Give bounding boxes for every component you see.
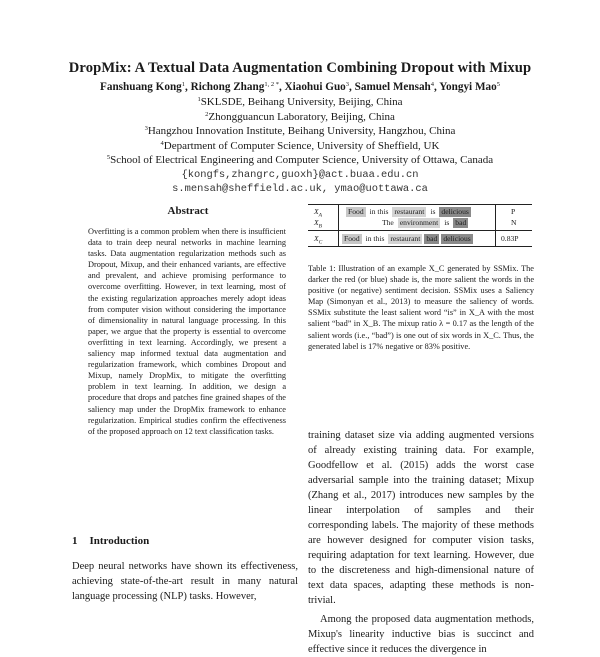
affiliation: [0, 110, 600, 125]
author-sup: 1, 2 *: [264, 81, 279, 88]
word-token: bad: [455, 218, 467, 227]
row-words: [346, 207, 473, 217]
table-row: [308, 218, 532, 229]
row-words: [380, 218, 470, 228]
table-row: [308, 207, 532, 218]
author-sup: 3: [345, 81, 350, 88]
table-top-rule: [308, 204, 532, 205]
word-token: in this: [369, 207, 389, 216]
word-token: bad: [426, 234, 438, 243]
word-token: delicious: [441, 207, 469, 216]
affiliation-text: Hangzhou Innovation Institute, Beihang University, Hangzhou, China: [147, 125, 456, 137]
row-words: [342, 234, 475, 244]
table-mid-rule: [308, 230, 532, 231]
email-block: [0, 168, 600, 196]
affiliation-sup: 3: [144, 125, 148, 132]
word-token: restaurant: [394, 207, 425, 216]
row-label: [314, 207, 336, 219]
row-label: [314, 234, 336, 246]
affiliations: [0, 95, 600, 168]
author-name: Samuel Mensah: [354, 81, 431, 93]
affiliation-sup: 5: [106, 154, 111, 161]
section-heading-introduction: [72, 535, 149, 547]
abstract-heading: Abstract: [167, 205, 209, 217]
table-caption: Table 1: Illustration of an example X_C generated by SSMix. The darker the red (or blue) shade is, the more salient the words in the positive (or negative) sentiment decision. SSMix uses a Saliency Map (Simonyan et al., 2013) to measure the saliency of words. SSMix substitute the least salient word “is” in X_A with the most salient “bad” in X_B. The mixup ratio λ = 0.17 as the length of the salient words (i.e., “bad”) is one out of six words in X_C. Thus, the generated label is 17% negative or 83% positive.: [308, 264, 534, 351]
introduction-text: Deep neural networks have shown its effectiveness, achieving state-of-the-art result in many natural language processing (NLP) tasks. However,: [72, 561, 298, 602]
word-token: Food: [348, 207, 364, 216]
author-sup: 1: [181, 81, 186, 88]
row-result: N: [511, 218, 517, 227]
row-label-main: X: [314, 207, 319, 216]
affiliation-text: Zhongguancun Laboratory, Beijing, China: [208, 110, 395, 123]
word-token: is: [430, 207, 436, 216]
table-bottom-rule: [308, 246, 532, 247]
affiliation-text: Department of Computer Science, University of Sheffield, UK: [163, 139, 440, 152]
word-token: delicious: [443, 234, 471, 243]
email-line[interactable]: s.mensah@sheffield.ac.uk, ymao@uottawa.ca: [172, 183, 428, 195]
table-row: [308, 234, 532, 245]
author-sup: 4: [430, 81, 435, 88]
affiliation: [0, 153, 600, 168]
section-title: Introduction: [89, 535, 150, 547]
affiliation-sup: 2: [205, 110, 209, 118]
affiliation: [0, 139, 600, 154]
author-name: Richong Zhang: [190, 81, 265, 93]
row-result: P: [511, 207, 516, 216]
author-sup: 5: [496, 81, 500, 88]
word-token: The: [382, 218, 394, 227]
section-number: 1: [72, 535, 78, 547]
author-name: Fanshuang Kong: [100, 81, 182, 93]
right-column-text: [308, 428, 534, 657]
abstract-text: Overfitting is a common problem when there is insufficient data to train deep neural networks in machine learning tasks. Data augmentation regularization methods such as Dropout, Mixup, and their enhanced variants, are effective and prevalent, and achieve promising performance to overcome overfitting. However, in text learning, most of the existing regularization approaches merely adopt ideas from computer vision without considering the importance of dimensionality in natural language processing. In this paper, we argue that the property is essential to overcome overfitting in text learning. Accordingly, we present a saliency map informed textual data augmentation and regularization framework, which combines Dropout and Mixup, namely DropMix, to mitigate the overfitting problem in text learning. In addition, we design a procedure that drops and patches fine grained shapes of the saliency map under the DropMix framework to enhance regularization. Empirical studies confirm the effectiveness of the proposed approach on 12 text classification tasks.: [88, 227, 286, 436]
affiliation-sup: 4: [160, 139, 164, 147]
word-token: environment: [399, 218, 439, 227]
word-token: restaurant: [390, 234, 421, 243]
row-label-sub: A: [318, 212, 323, 219]
row-label-main: X: [314, 218, 319, 227]
row-result: 0.83P: [501, 234, 519, 243]
paragraph: training dataset size via adding augmented versions of already existing training data. For example, Goodfellow et al. (2015) adds the worst case adversarial sample into the training dataset; Mixup (Zhang et al., 2017) introduces new samples by the linear interpolation of samples and their corresponding labels. The majority of these methods are however designed for computer vision tasks, requiring adaptation for text learning. However, due to the discreteness and high-dimensional nature of text data spaces, adapting these methods is non-trivial.: [308, 430, 534, 606]
author-list: Fanshuang Kong$^1$, Richong Zhang$^{1, 2 *}$, Xiaohui Guo$^3$, Samuel Mensah$^4$, Yongyi Mao$^5$: [100, 81, 500, 93]
affiliation-sup: 1: [197, 96, 201, 103]
affiliation-text: SKLSDE, Beihang University, Beijing, China: [200, 96, 403, 108]
row-label-main: X: [314, 234, 319, 243]
word-token: Food: [344, 234, 360, 243]
paragraph: Among the proposed data augmentation methods, Mixup's linearity inductive bias is succinct and effective since it reduces the divergence in: [308, 614, 534, 655]
affiliation-text: School of Electrical Engineering and Computer Science, University of Ottawa, Canada: [110, 154, 494, 166]
row-label-sub: B: [318, 223, 323, 230]
affiliation: [0, 95, 600, 110]
author-name: Yongyi Mao: [439, 81, 497, 93]
word-token: is: [444, 218, 450, 227]
author-name: Xiaohui Guo: [284, 81, 346, 93]
row-label-sub: C: [318, 239, 323, 246]
paper-title: DropMix: A Textual Data Augmentation Combining Dropout with Mixup: [68, 60, 532, 76]
word-token: in this: [365, 234, 385, 243]
row-label: [314, 218, 336, 230]
email-line[interactable]: {kongfs,zhangrc,guoxh}@act.buaa.edu.cn: [181, 169, 419, 181]
affiliation: [0, 124, 600, 139]
